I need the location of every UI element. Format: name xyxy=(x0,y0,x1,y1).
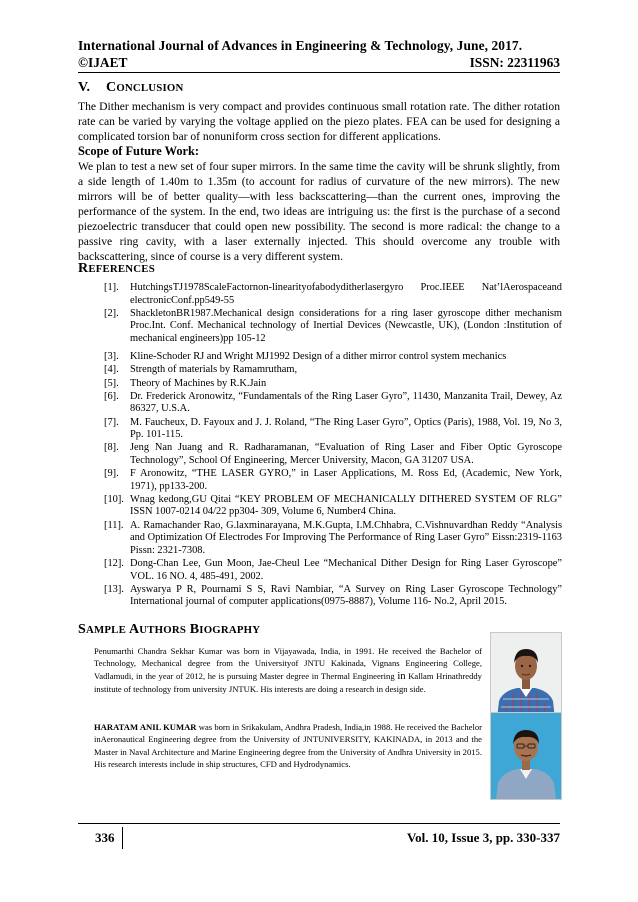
reference-item: [10]. Wnag kedong,GU Qitai “KEY PROBLEM OF MECHANICALLY DITHERED SYSTEM OF RLG” ISSN 1007-0214 04/22 pp304- 309, Volume 6, Number4 China. xyxy=(104,493,562,518)
section-number: V. xyxy=(78,80,91,95)
reference-item: [3]. Kline-Schoder RJ and Wright MJ1992 Design of a dither mirror control system mechanics xyxy=(104,351,507,363)
footer-rule xyxy=(78,823,560,824)
reference-item: [1]. HutchingsTJ1978ScaleFactornon-linearityofabodyditherlasergyro Proc.IEEE Nat’lAerospaceand electronicConf.pp549-55 xyxy=(104,282,562,306)
future-work-heading: Scope of Future Work: xyxy=(78,144,200,158)
author2-photo xyxy=(490,712,562,800)
header-second-line xyxy=(78,55,560,71)
header-rule xyxy=(78,72,560,73)
volume-info: Vol. 10, Issue 3, pp. 330-337 xyxy=(406,830,560,845)
reference-item: [6]. Dr. Frederick Aronowitz, “Fundamentals of the Ring Laser Gyro”, 11430, Manzanita Trail, Dewey, Az 86327, U.S.A. xyxy=(104,390,562,415)
reference-item: [5]. Theory of Machines by R.K.Jain xyxy=(104,377,267,389)
reference-list xyxy=(104,282,562,610)
publisher-mark: ©IJAET xyxy=(78,55,128,70)
issn: ISSN: 22311963 xyxy=(469,55,560,70)
page-number: 336 xyxy=(95,830,115,845)
reference-item: [12]. Dong-Chan Lee, Gun Moon, Jae-Cheul Lee “Mechanical Dither Design for Ring Laser Gyroscope” VOL. 16 NO. 4, 485-491, 2002. xyxy=(104,558,562,582)
future-work-paragraph: We plan to test a new set of four super mirrors. In the same time the cavity will be shrunk slightly, from a side length of 1.40m to 1.35m (to account for radius of curvature of the new mirrors). The new mirrors will be of better quality—with less backscattering—than the current ones, improving the performance of the system. In the end, two ideas are intriguing us: the first is the purchase of a second piezoelectric transducer that could open new possibility. The second is more radical: the change to a passive ring cavity, with a laser externally injected. This should overcome any trouble with backscattering, since of course is a very different system. xyxy=(78,160,560,263)
author2-name: HARATAM ANIL KUMAR xyxy=(94,722,197,732)
author1-photo-image xyxy=(491,633,561,719)
reference-item: [13]. Ayswarya P R, Pournami S S, Ravi Nambiar, “A Survey on Ring Laser Gyroscope Technology” International journal of computer applications(0975-8887), Volume 116- No.2, April 2015. xyxy=(104,583,562,608)
conclusion-paragraph: The Dither mechanism is very compact and provides continuous small rotation rate. The dither rotation rate can be varied by varying the voltage applied on the piezo plates. FEA can be used for designing a complicated torsion bar of nonuniform cross section for different applications. xyxy=(78,100,560,143)
journal-title: International Journal of Advances in Engineering & Technology, June, 2017. xyxy=(78,38,523,53)
footer-separator xyxy=(122,827,123,849)
author2-photo-image xyxy=(491,713,561,799)
conclusion-heading: V. CONCLUSION xyxy=(78,80,184,95)
reference-item: [11]. A. Ramachander Rao, G.laxminarayana, M.K.Gupta, I.M.Chhabra, C.Vishnuvardhan Reddy “Analysis and Optimization Of Electrodes For Improving The Performance of Ring Laser Gyro” Eissn:2319-1163 Pissn: 2321-7308. xyxy=(104,519,562,556)
author2-bio: HARATAM ANIL KUMAR was born in Srikakulam, Andhra Pradesh, India,in 1988. He received the Bachelor inAeronautical Engineering degree from the University of JNTUNIVERSITY, KAKINADA, in 2013 and the Master in Naval Architecture and Marine Engineering degree from the University of Andhra University in 2015. His research interests include in ship structures, CFD and Hydrodynamics. xyxy=(94,722,482,770)
author1-photo xyxy=(490,632,562,720)
reference-item: [4]. Strength of materials by Ramamrutham, xyxy=(104,364,298,376)
reference-item: [2]. ShackletonBR1987.Mechanical design considerations for a ring laser gyroscope dither mechanism Proc.Int. Conf. Mechanical technology of Inertial Devices (Newcastle, UK), (London :Institution of mechanical engineers)pp 105-12 xyxy=(104,307,562,344)
references-heading: REFERENCES xyxy=(78,261,155,276)
reference-item: [9]. F Aronowitz, “THE LASER GYRO,” in Laser Applications, M. Ross Ed, (Academic, New York, 1971), pp133-200. xyxy=(104,468,562,492)
biography-heading: SAMPLE AUTHORS BIOGRAPHY xyxy=(78,622,261,637)
author1-bio: Penumarthi Chandra Sekhar Kumar was born in Vijayawada, India, in 1991. He received the Bachelor of Technology, Mechanical degree from the Universityof JNTU Kakinada, Vignans Engineering College, Vadlamudi, in the year of 2012, he is pursuing Master degree in Thermal Engineering in Kallam Hrinathreddy institute of technology from university JNTUK. His interests are doing a research in design side. xyxy=(94,646,482,695)
reference-item: [7]. M. Faucheux, D. Fayoux and J. J. Roland, “The Ring Laser Gyro”, Optics (Paris), 1988, Vol. 19, No 3, Pp. 101-115. xyxy=(104,416,562,441)
reference-item: [8]. Jeng Nan Juang and R. Radharamanan, “Evaluation of Ring Laser and Fiber Optic Gyroscope Technology”, School Of Engineering, Mercer University, Macon, GA 31207 USA. xyxy=(104,442,562,466)
